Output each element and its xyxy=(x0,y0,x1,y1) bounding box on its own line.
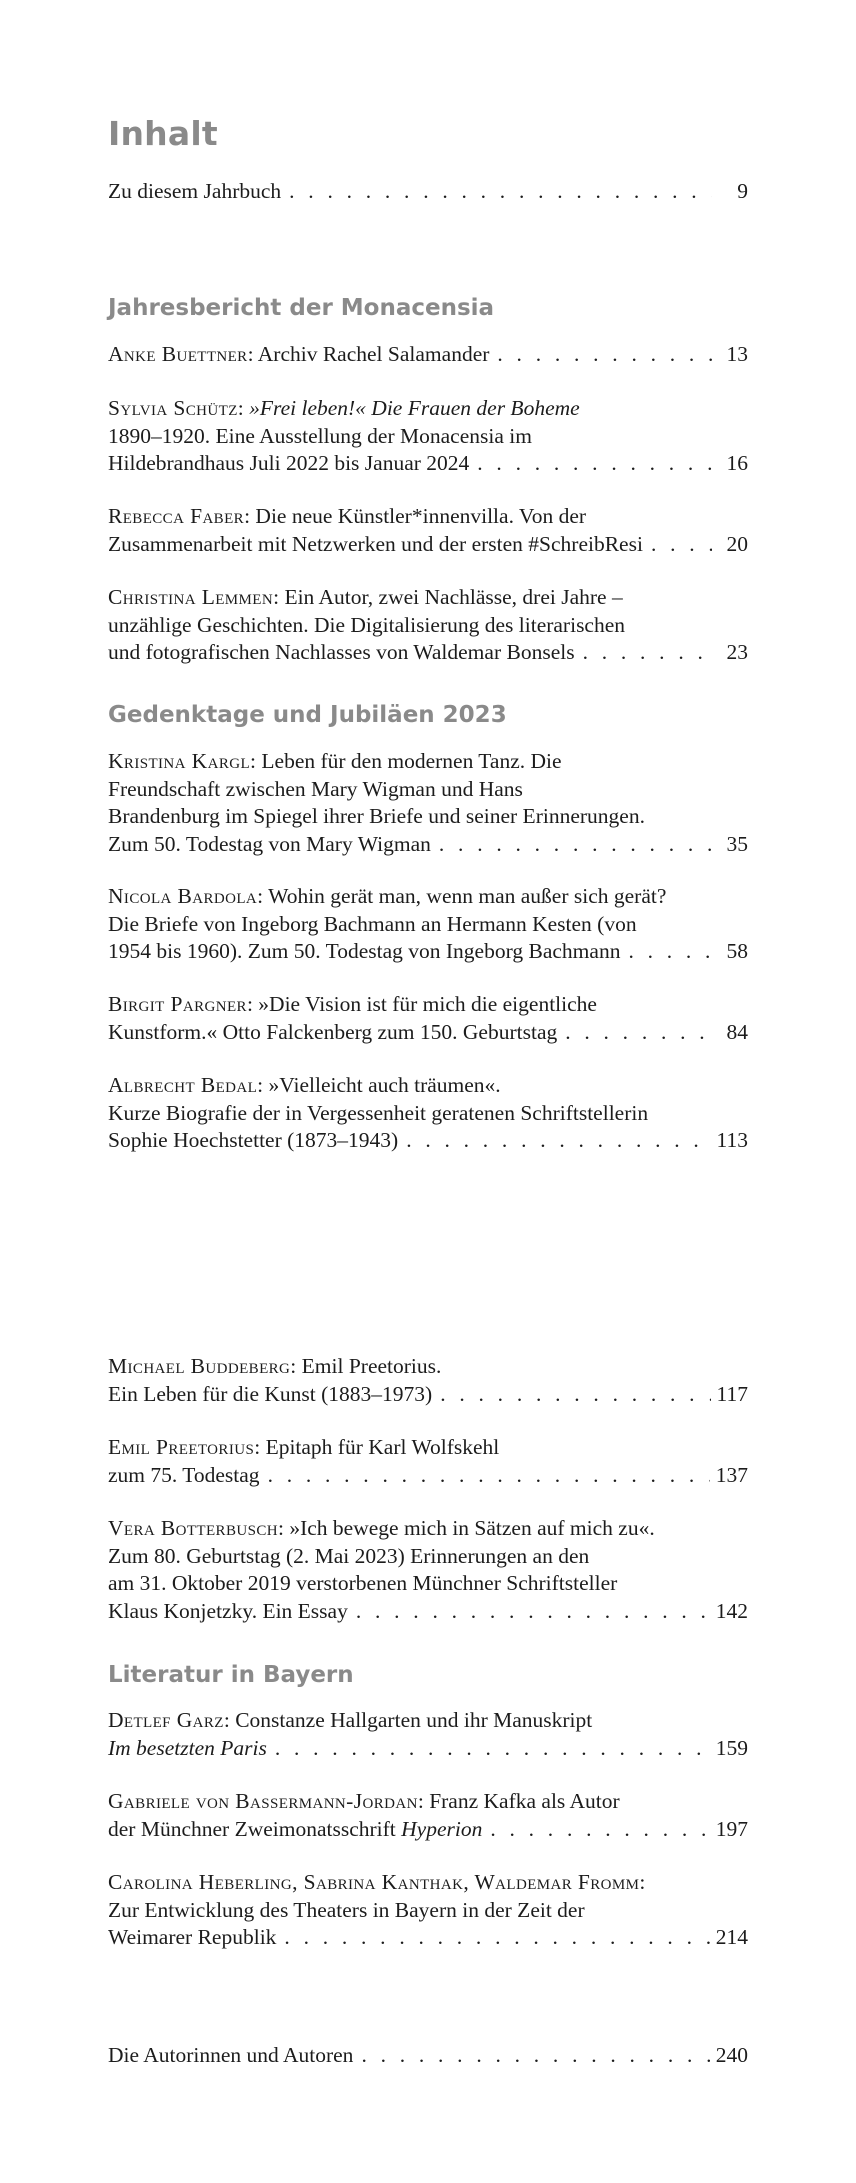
entry-title: Leben für den modernen Tanz. Die xyxy=(261,749,562,773)
toc-entry-bardola[interactable] xyxy=(108,883,748,966)
entry-title: Archiv Rachel Salamander xyxy=(257,342,490,366)
dot-leader xyxy=(651,531,712,559)
dot-leader xyxy=(406,1127,710,1155)
dot-leader xyxy=(628,938,712,966)
toc-line: Brandenburg im Spiegel ihrer Briefe und seiner Erinnerungen. xyxy=(108,804,645,828)
journal-name: Hyperion xyxy=(401,1816,483,1841)
page-number: 35 xyxy=(726,831,748,856)
toc-line: Kristina Kargl: Leben für den modernen Tanz. Die xyxy=(108,749,562,773)
page-number: 197 xyxy=(715,1816,748,1841)
entry-author: Nicola Bardola xyxy=(108,884,258,908)
entry-title: »Ich bewege mich in Sätzen auf mich zu«. xyxy=(289,1516,655,1540)
toc-line: und fotografischen Nachlasses von Waldemar Bonsels . . . 23 xyxy=(108,639,748,667)
toc-line: Weimarer Republik . . . 214 xyxy=(108,1924,748,1952)
toc-line: Vera Botterbusch: »Ich bewege mich in Sätzen auf mich zu«. xyxy=(108,1516,655,1540)
toc-entry-preetorius[interactable] xyxy=(108,1434,748,1489)
toc-line: Birgit Pargner: »Die Vision ist für mich die eigentliche xyxy=(108,992,597,1016)
entry-author: Anke Buettner xyxy=(108,342,248,366)
page-number: 13 xyxy=(726,342,748,366)
page-number: 84 xyxy=(726,1019,748,1044)
toc-line: Anke Buettner: Archiv Rachel Salamander . . . 13 xyxy=(108,341,748,369)
entry-author: Emil Preetorius xyxy=(108,1435,255,1459)
page-title: Inhalt xyxy=(108,114,218,153)
dot-leader xyxy=(440,1381,710,1409)
toc-entry-pargner[interactable] xyxy=(108,991,748,1046)
entry-title: Ein Autor, zwei Nachlässe, drei Jahre – xyxy=(284,585,623,609)
toc-entry-schuetz[interactable] xyxy=(108,395,748,478)
toc-line: 1890–1920. Eine Ausstellung der Monacensia im xyxy=(108,423,532,448)
entry-title: Epitaph für Karl Wolfskehl xyxy=(265,1435,500,1459)
toc-line: Zusammenarbeit mit Netzwerken und der ersten #SchreibResi . . . 20 xyxy=(108,531,748,559)
toc-line: Christina Lemmen: Ein Autor, zwei Nachlässe, drei Jahre – xyxy=(108,585,623,609)
toc-line: unzählige Geschichten. Die Digitalisierung des literarischen xyxy=(108,612,626,637)
toc-entry-buettner[interactable] xyxy=(108,341,748,369)
entry-author: Christina Lemmen xyxy=(108,585,274,609)
entry-title: »Die Vision ist für mich die eigentliche xyxy=(258,992,597,1016)
section-heading-jahresbericht: Jahresbericht der Monacensia xyxy=(108,295,495,321)
entry-author: Rebecca Faber xyxy=(108,504,245,528)
entry-author: Sylvia Schütz xyxy=(108,396,238,420)
section-heading-gedenktage: Gedenktage und Jubiläen 2023 xyxy=(108,702,507,728)
section-heading-literatur: Literatur in Bayern xyxy=(108,1662,354,1688)
entry-title: »Frei leben!« Die Frauen der Boheme xyxy=(249,396,580,420)
entry-author: Kristina Kargl xyxy=(108,749,251,773)
entry-title: Emil Preetorius. xyxy=(301,1354,442,1378)
toc-line: Freundschaft zwischen Mary Wigman und Hans xyxy=(108,776,523,801)
entry-author: Albrecht Bedal xyxy=(108,1073,258,1097)
dot-leader xyxy=(439,831,712,859)
toc-line: Sylvia Schütz: »Frei leben!« Die Frauen der Boheme xyxy=(108,396,580,420)
toc-line: Kurze Biografie der in Vergessenheit geratenen Schriftstellerin xyxy=(108,1100,649,1125)
entry-author: Michael Buddeberg xyxy=(108,1354,291,1378)
dot-leader xyxy=(356,1598,710,1626)
dot-leader xyxy=(284,1924,709,1952)
page-number: 23 xyxy=(726,640,748,664)
dot-leader xyxy=(490,1816,709,1844)
toc-line xyxy=(108,2042,748,2070)
dot-leader xyxy=(361,2042,709,2070)
toc-line: Ein Leben für die Kunst (1883–1973) . . . 117 xyxy=(108,1381,748,1409)
page-number: 240 xyxy=(715,2043,748,2067)
page-number: 137 xyxy=(715,1462,748,1487)
page-number: 214 xyxy=(715,1925,748,1949)
toc-entry-garz[interactable] xyxy=(108,1707,748,1762)
toc-entry-buddeberg[interactable] xyxy=(108,1353,748,1408)
toc-entry-intro[interactable] xyxy=(108,178,748,206)
toc-entry-bedal[interactable] xyxy=(108,1072,748,1155)
entry-title: Constanze Hallgarten und ihr Manuskript xyxy=(235,1708,593,1732)
toc-line xyxy=(108,1816,748,1844)
entry-title: Wohin gerät man, wenn man außer sich gerät? xyxy=(268,884,667,908)
toc-line: Michael Buddeberg: Emil Preetorius. xyxy=(108,1354,442,1378)
page-number: 117 xyxy=(716,1381,748,1406)
toc-line: Rebecca Faber: Die neue Künstler*innenvilla. Von der xyxy=(108,504,587,528)
dot-leader xyxy=(497,341,712,369)
entry-author: Birgit Pargner xyxy=(108,992,247,1016)
toc-entry-outro[interactable] xyxy=(108,2042,748,2070)
toc-line: Im besetzten Paris . . . 159 xyxy=(108,1735,748,1763)
toc-line: Die Briefe von Ingeborg Bachmann an Hermann Kesten (von xyxy=(108,911,637,936)
toc-line: Albrecht Bedal: »Vielleicht auch träumen«. xyxy=(108,1073,501,1097)
entry-author: Carolina Heberling, Sabrina Kanthak, Waldemar Fromm xyxy=(108,1870,640,1894)
entry-author: Gabriele von Bassermann-Jordan xyxy=(108,1789,418,1813)
toc-line: zum 75. Todestag . . . 137 xyxy=(108,1462,748,1490)
entry-author: Vera Botterbusch xyxy=(108,1516,278,1540)
entry-title-line: der Münchner Zweimonatsschrift Hyperion xyxy=(108,1816,483,1841)
entry-title: »Vielleicht auch träumen«. xyxy=(268,1073,501,1097)
toc-line: Nicola Bardola: Wohin gerät man, wenn man außer sich gerät? xyxy=(108,884,667,908)
dot-leader xyxy=(583,639,712,667)
toc-entry-bassermann-jordan[interactable] xyxy=(108,1788,748,1843)
page-number: 16 xyxy=(726,451,748,475)
dot-leader xyxy=(477,450,712,478)
page-number: 9 xyxy=(737,179,748,203)
toc-line: Gabriele von Bassermann-Jordan: Franz Kafka als Autor xyxy=(108,1789,620,1813)
toc-entry-kargl[interactable] xyxy=(108,748,748,858)
entry-title: Die Autorinnen und Autoren xyxy=(108,2043,354,2067)
toc-line: Detlef Garz: Constanze Hallgarten und ihr Manuskript xyxy=(108,1708,593,1732)
page-number: 142 xyxy=(715,1598,748,1623)
entry-title: Franz Kafka als Autor xyxy=(429,1789,620,1813)
toc-line: Sophie Hoechstetter (1873–1943) . . . 113 xyxy=(108,1127,748,1155)
toc-line: Zum 50. Todestag von Mary Wigman . . . 35 xyxy=(108,831,748,859)
page-number: 159 xyxy=(715,1735,748,1760)
entry-title: Zu diesem Jahrbuch xyxy=(108,179,282,203)
toc-line: 1954 bis 1960). Zum 50. Todestag von Ingeborg Bachmann . . . 58 xyxy=(108,938,748,966)
entry-author: Detlef Garz xyxy=(108,1708,224,1732)
dot-leader xyxy=(289,178,712,206)
page-number: 58 xyxy=(726,939,748,963)
dot-leader xyxy=(275,1735,710,1763)
toc-line: am 31. Oktober 2019 verstorbenen Münchner Schriftsteller xyxy=(108,1571,618,1595)
page-number: 113 xyxy=(716,1128,748,1152)
dot-leader xyxy=(565,1019,712,1047)
toc-line: Hildebrandhaus Juli 2022 bis Januar 2024 . . . 16 xyxy=(108,450,748,478)
toc-entry-lemmen[interactable] xyxy=(108,584,748,667)
toc-line: Zur Entwicklung des Theaters in Bayern in der Zeit der xyxy=(108,1897,585,1922)
toc-entry-heberling-kanthak-fromm[interactable] xyxy=(108,1869,748,1952)
toc-line: Kunstform.« Otto Falckenberg zum 150. Geburtstag . . . 84 xyxy=(108,1019,748,1047)
toc-line xyxy=(108,178,748,206)
toc-line: Emil Preetorius: Epitaph für Karl Wolfskehl xyxy=(108,1435,500,1459)
toc-entry-faber[interactable] xyxy=(108,503,748,558)
toc-line: Klaus Konjetzky. Ein Essay . . . 142 xyxy=(108,1598,748,1626)
dot-leader xyxy=(268,1462,710,1490)
toc-line: Carolina Heberling, Sabrina Kanthak, Waldemar Fromm: xyxy=(108,1870,646,1894)
page-number: 20 xyxy=(726,531,748,556)
toc-line: Zum 80. Geburtstag (2. Mai 2023) Erinnerungen an den xyxy=(108,1543,590,1568)
toc-entry-botterbusch[interactable] xyxy=(108,1515,748,1625)
entry-title: Die neue Künstler*innenvilla. Von der xyxy=(255,504,587,528)
